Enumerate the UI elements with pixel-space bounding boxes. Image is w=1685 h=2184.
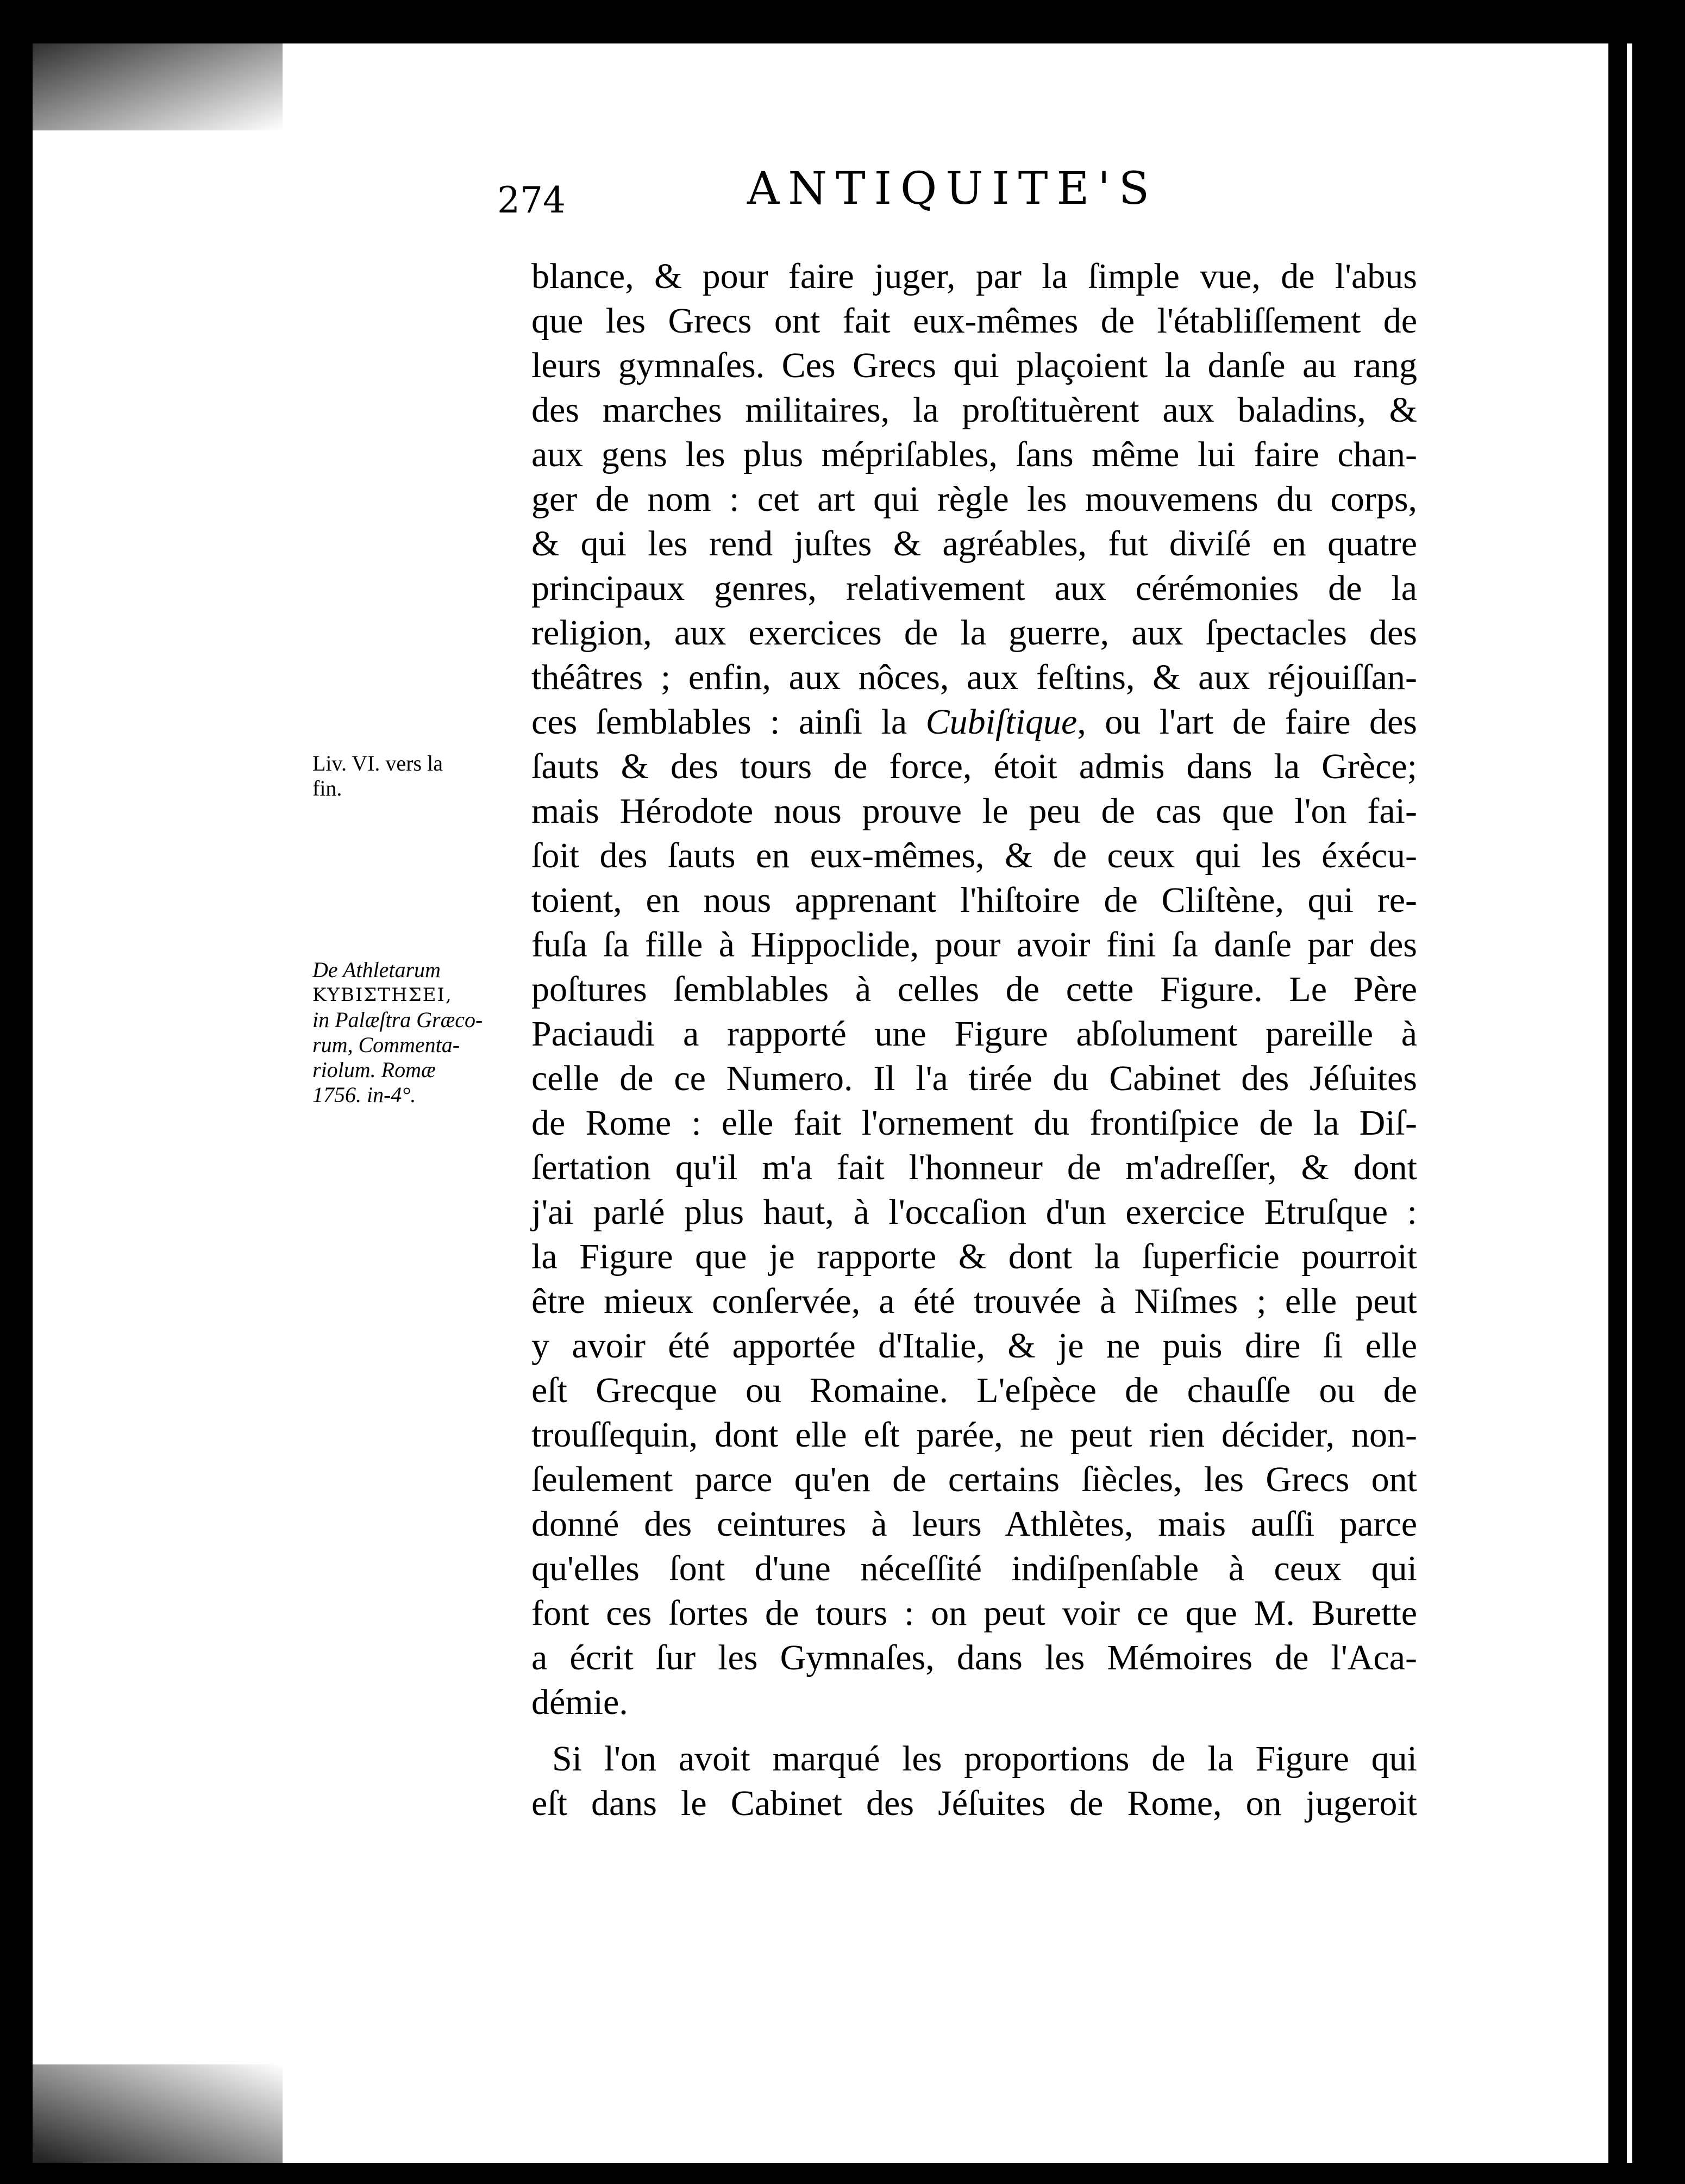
margin-note-greek: ΚΥΒΙΣΤΗΣΕΙ,	[312, 984, 453, 1006]
page-edge-strip	[1627, 43, 1632, 2163]
margin-note-line: riolum. Romæ	[312, 1057, 436, 1082]
text-line: ſertation qu'il m'a fait l'honneur de m'adreſſer, & dont	[531, 1148, 1417, 1187]
margin-note-line: rum, Commenta-	[312, 1032, 460, 1057]
text-line: qu'elles ſont d'une néceſſité indiſpenſable à ceux qui	[531, 1549, 1417, 1588]
scan-shadow-bottom-left	[0, 2064, 283, 2184]
text-line: ger de nom : cet art qui règle les mouvemens du corps,	[531, 479, 1417, 519]
text-line-cubistique	[531, 700, 1417, 744]
text-line: que les Grecs ont fait eux-mêmes de l'établiſſement de	[531, 301, 1417, 341]
scan-shadow-top-left	[0, 0, 283, 130]
margin-note-line: De Athletarum	[312, 958, 441, 982]
margin-note-line: Liv. VI. vers la	[312, 751, 443, 775]
text-line: démie.	[531, 1682, 628, 1722]
italic-term: Cubiſtique	[925, 702, 1078, 742]
text-line: & qui les rend juſtes & agréables, fut diviſé en quatre	[531, 524, 1417, 564]
margin-note-line: fin.	[312, 776, 342, 800]
running-head	[497, 163, 1421, 223]
margin-note-line: in Palæſtra Græco-	[312, 1007, 483, 1032]
text-line: des marches militaires, la proſtituèrent aux baladins, &	[531, 390, 1417, 430]
text-line: j'ai parlé plus haut, à l'occaſion d'un exercice Etruſque :	[531, 1192, 1417, 1232]
text-line: poſtures ſemblables à celles de cette Figure. Le Père	[531, 969, 1417, 1009]
text-segment: ces ſemblables : ainſi la	[531, 702, 907, 742]
text-line: fuſa ſa fille à Hippoclide, pour avoir fini ſa danſe par des	[531, 925, 1417, 965]
text-line: ſoit des ſauts en eux-mêmes, & de ceux qui les éxécu-	[531, 836, 1417, 875]
text-line: être mieux conſervée, a été trouvée à Niſmes ; elle peut	[531, 1281, 1417, 1321]
text-line: blance, & pour faire juger, par la ſimple vue, de l'abus	[531, 256, 1417, 296]
text-line: a écrit ſur les Gymnaſes, dans les Mémoires de l'Aca-	[531, 1638, 1417, 1678]
text-line: la Figure que je rapporte & dont la ſuperficie pourroit	[531, 1237, 1417, 1276]
text-line: font ces ſortes de tours : on peut voir ce que M. Burette	[531, 1593, 1417, 1633]
text-line: principaux genres, relativement aux cérémonies de la	[531, 568, 1417, 608]
text-line: trouſſequin, dont elle eſt parée, ne peut rien décider, non-	[531, 1415, 1417, 1455]
main-text-block	[531, 254, 1417, 1826]
text-line: y avoir été apportée d'Italie, & je ne puis dire ſi elle	[531, 1326, 1417, 1366]
text-line: leurs gymnaſes. Ces Grecs qui plaçoient la danſe au rang	[531, 346, 1417, 385]
text-line: Si l'on avoit marqué les proportions de la Figure qui	[552, 1739, 1417, 1779]
text-line: Paciaudi a rapporté une Figure abſolument pareille à	[531, 1014, 1417, 1054]
margin-note-line: 1756. in-4°.	[312, 1082, 416, 1107]
text-line: aux gens les plus mépriſables, ſans même lui faire chan-	[531, 435, 1417, 474]
margin-note-reference	[312, 751, 519, 801]
paragraph-break	[531, 1725, 1417, 1737]
text-line: celle de ce Numero. Il l'a tirée du Cabinet des Jéſuites	[531, 1059, 1417, 1098]
text-line: toient, en nous apprenant l'hiſtoire de Cliſtène, qui re-	[531, 880, 1417, 920]
scan-page-edge	[1608, 43, 1657, 2163]
text-line: mais Hérodote nous prouve le peu de cas que l'on fai-	[531, 791, 1417, 831]
text-line: théâtres ; enfin, aux nôces, aux feſtins, & aux réjouiſſan-	[531, 658, 1417, 697]
margin-note-citation	[312, 958, 519, 1107]
scan-margin-mark	[16, 729, 33, 732]
text-line: religion, aux exercices de la guerre, aux ſpectacles des	[531, 613, 1417, 653]
page-heading: ANTIQUITE'S	[747, 163, 1158, 215]
page-number: 274	[497, 179, 566, 221]
text-line: ſeulement parce qu'en de certains ſiècles, les Grecs ont	[531, 1460, 1417, 1499]
text-segment: , ou l'art de faire des	[1077, 702, 1417, 742]
text-line: donné des ceintures à leurs Athlètes, mais auſſi parce	[531, 1504, 1417, 1544]
text-line: eſt Grecque ou Romaine. L'eſpèce de chauſſe ou de	[531, 1371, 1417, 1410]
text-line: de Rome : elle fait l'ornement du frontiſpice de la Diſ-	[531, 1103, 1417, 1143]
text-line: eſt dans le Cabinet des Jéſuites de Rome, on jugeroit	[531, 1784, 1417, 1823]
text-line: ſauts & des tours de force, étoit admis dans la Grèce;	[531, 747, 1417, 786]
